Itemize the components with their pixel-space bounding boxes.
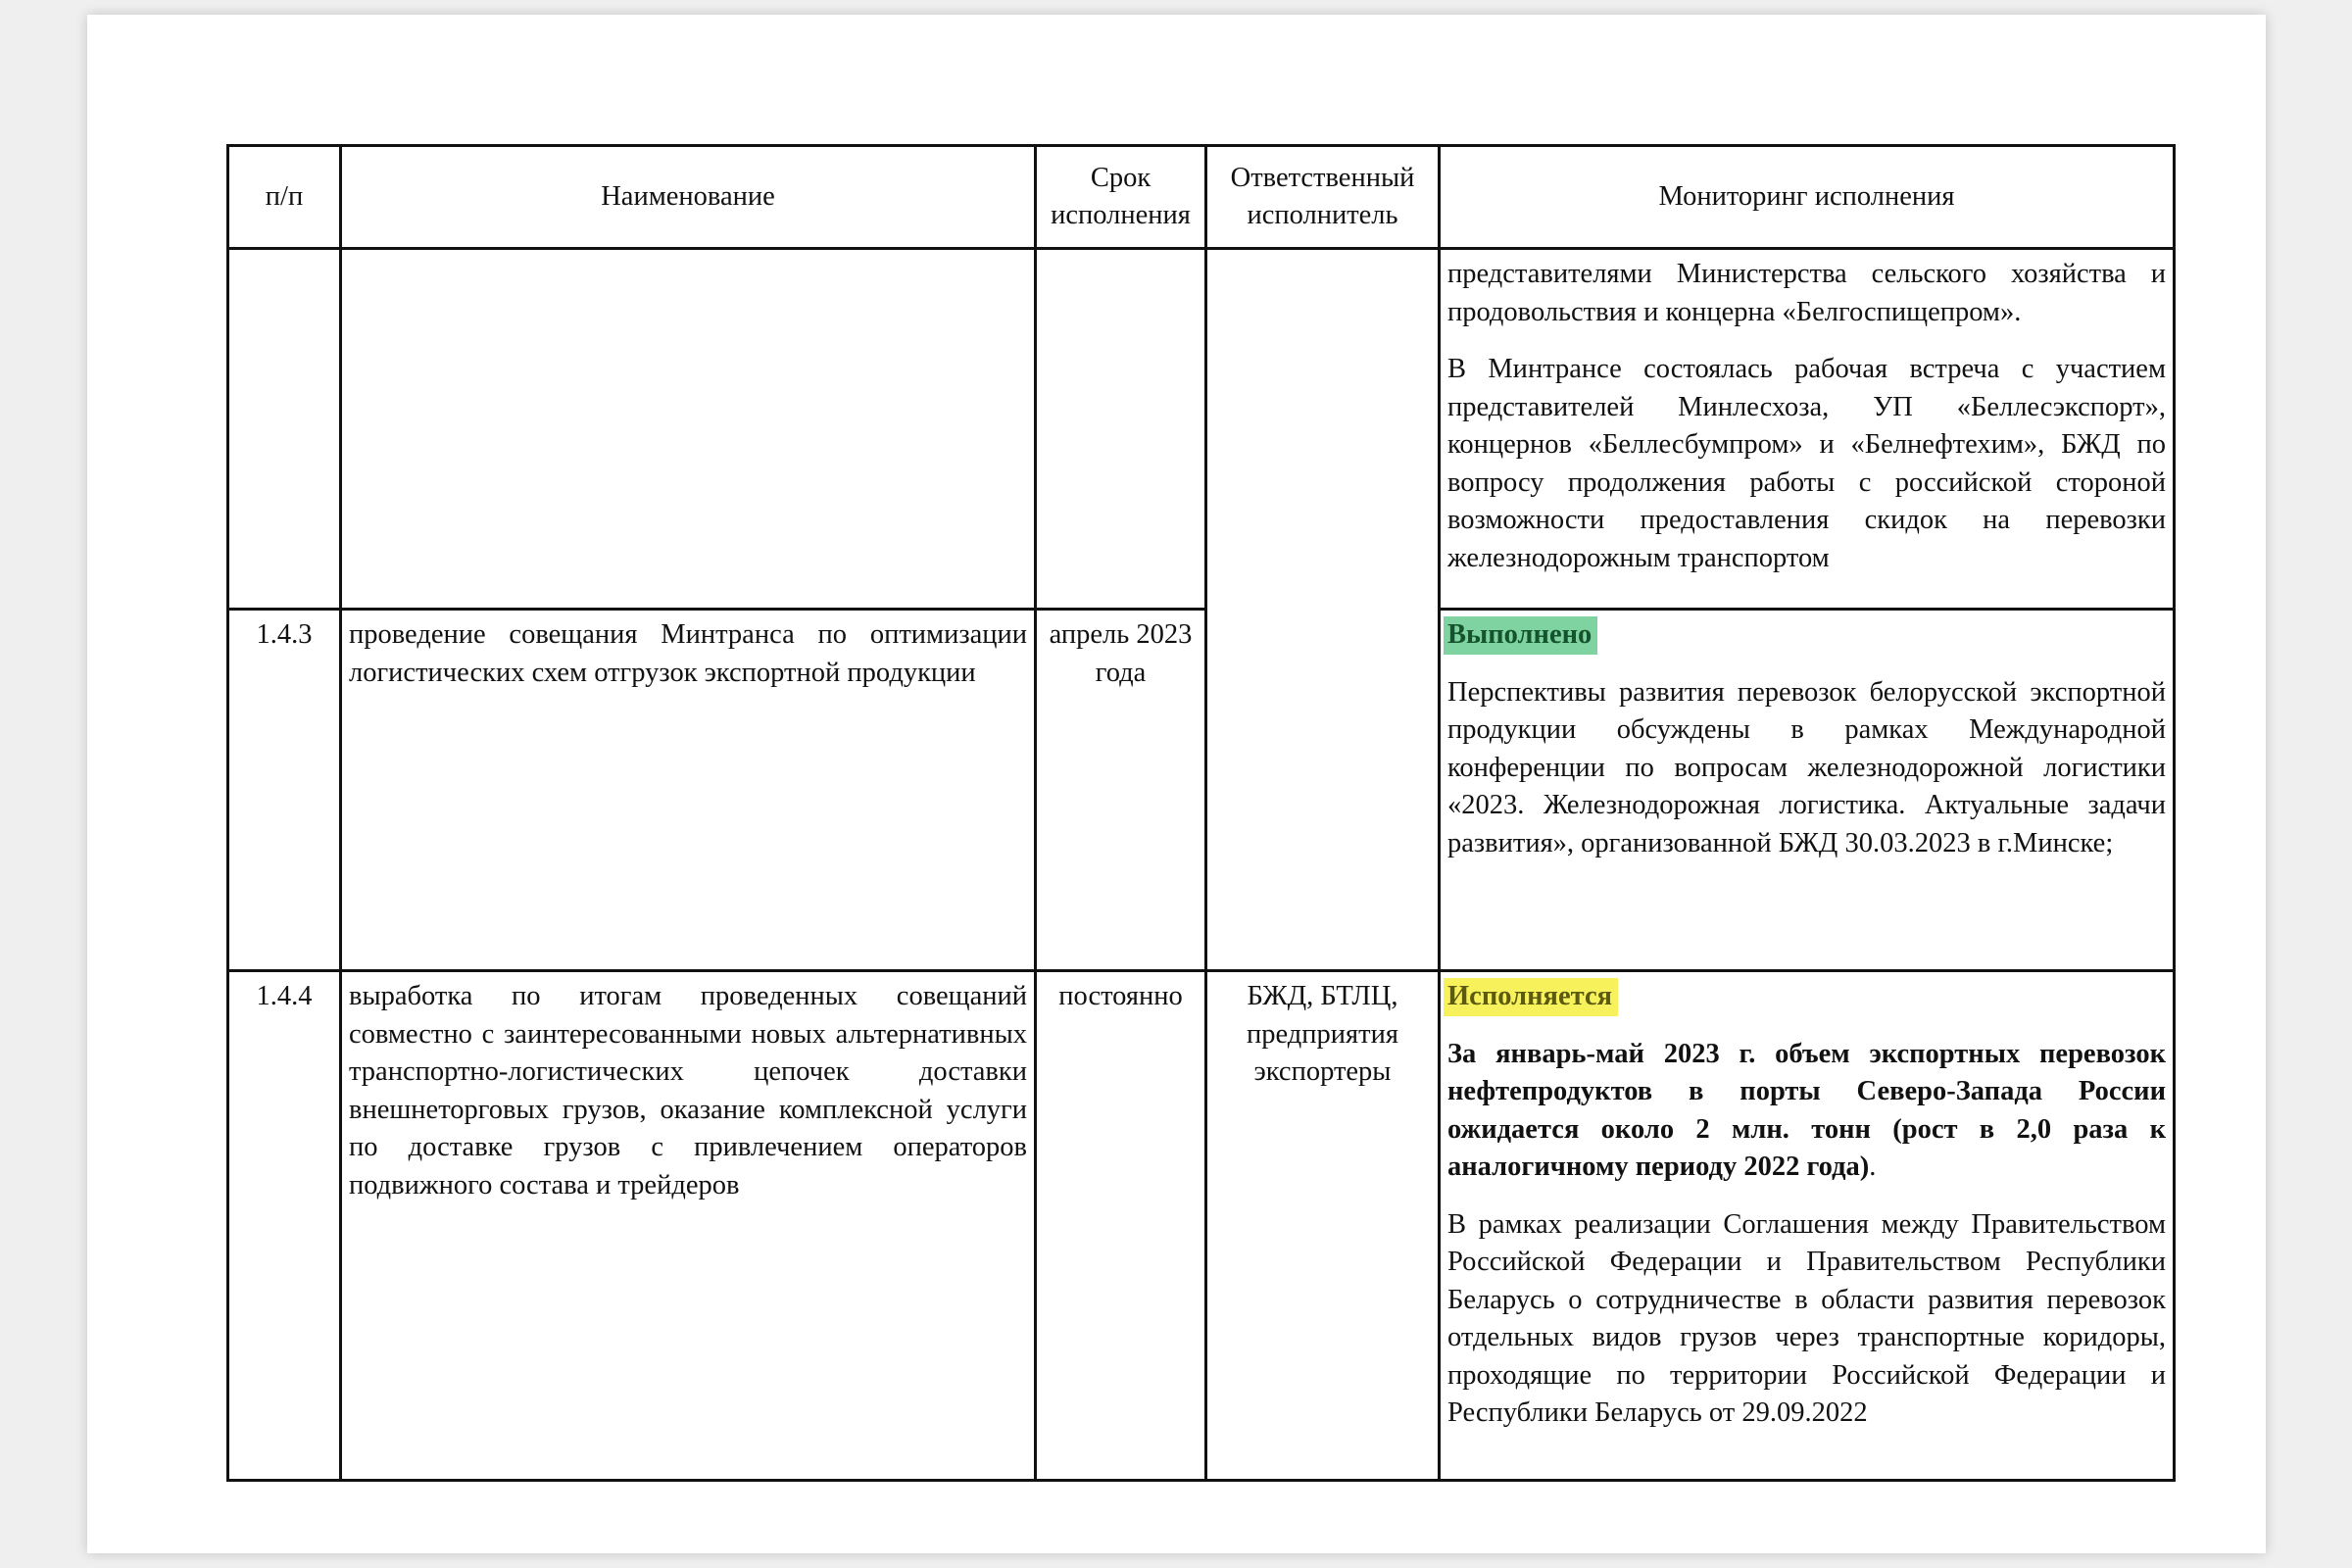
monitoring-paragraph: В рамках реализации Соглашения между Правительством Российской Федерации и Правительством Республики Беларусь о сотрудничестве в области развития перевозок отдельных видов грузов через транспортные коридоры, проходящие по территории Российской Федерации и Республики Беларусь от 29.09.2022 <box>1447 1208 2166 1428</box>
status-badge: Исполняется <box>1444 978 1618 1016</box>
monitoring-paragraph: представителями Министерства сельского хозяйства и продовольствия и концерна «Белгоспищепром». <box>1447 259 2166 327</box>
cell-responsible: БЖД, БТЛЦ, предприятия экспортеры <box>1206 971 1440 1481</box>
cell-monitoring <box>1440 971 2175 1481</box>
table-row <box>228 971 2175 1481</box>
cell-name <box>341 249 1036 610</box>
cell-deadline: постоянно <box>1036 971 1206 1481</box>
header-responsible: Ответственный исполнитель <box>1206 146 1440 249</box>
cell-name: выработка по итогам проведенных совещаний совместно с заинтересованными новых альтернативных транспортно-логистических цепочек доставки внешнеторговых грузов, оказание комплексной услуги по доставке грузов с привлечением операторов подвижного состава и трейдеров <box>341 971 1036 1481</box>
cell-monitoring <box>1440 249 2175 610</box>
monitoring-table <box>226 144 2176 1482</box>
cell-deadline <box>1036 249 1206 610</box>
table-row <box>228 610 2175 971</box>
monitoring-paragraph: В Минтрансе состоялась рабочая встреча с участием представителей Минлесхоза, УП «Беллесэкспорт», концернов «Беллесбумпром» и «Белнефтехим», БЖД по вопросу продолжения работы с российской стороной возможности предоставления скидок на перевозки железнодорожным транспортом <box>1447 354 2166 573</box>
monitoring-bold-text: За январь-май 2023 г. объем экспортных перевозок нефтепродуктов в порты Северо-Запада России ожидается около 2 млн. тонн (рост в 2,0 раза к аналогичному периоду 2022 года) <box>1447 1038 2166 1182</box>
header-num: п/п <box>228 146 341 249</box>
punctuation: . <box>1869 1152 1877 1182</box>
cell-name: проведение совещания Минтранса по оптимизации логистических схем отгрузок экспортной продукции <box>341 610 1036 971</box>
header-row <box>228 146 2175 249</box>
cell-responsible <box>1206 249 1440 971</box>
header-deadline: Срок исполнения <box>1036 146 1206 249</box>
cell-num <box>228 249 341 610</box>
cell-monitoring <box>1440 610 2175 971</box>
cell-num: 1.4.3 <box>228 610 341 971</box>
document-page <box>87 15 2266 1553</box>
header-monitoring: Мониторинг исполнения <box>1440 146 2175 249</box>
header-name: Наименование <box>341 146 1036 249</box>
monitoring-paragraph: Перспективы развития перевозок белорусской экспортной продукции обсуждены в рамках Международной конференции по вопросам железнодорожной логистики «2023. Железнодорожная логистика. Актуальные задачи развития», организованной БЖД 30.03.2023 в г.Минске; <box>1447 676 2166 858</box>
table-row <box>228 249 2175 610</box>
cell-num: 1.4.4 <box>228 971 341 1481</box>
cell-deadline: апрель 2023 года <box>1036 610 1206 971</box>
status-badge: Выполнено <box>1444 616 1597 655</box>
